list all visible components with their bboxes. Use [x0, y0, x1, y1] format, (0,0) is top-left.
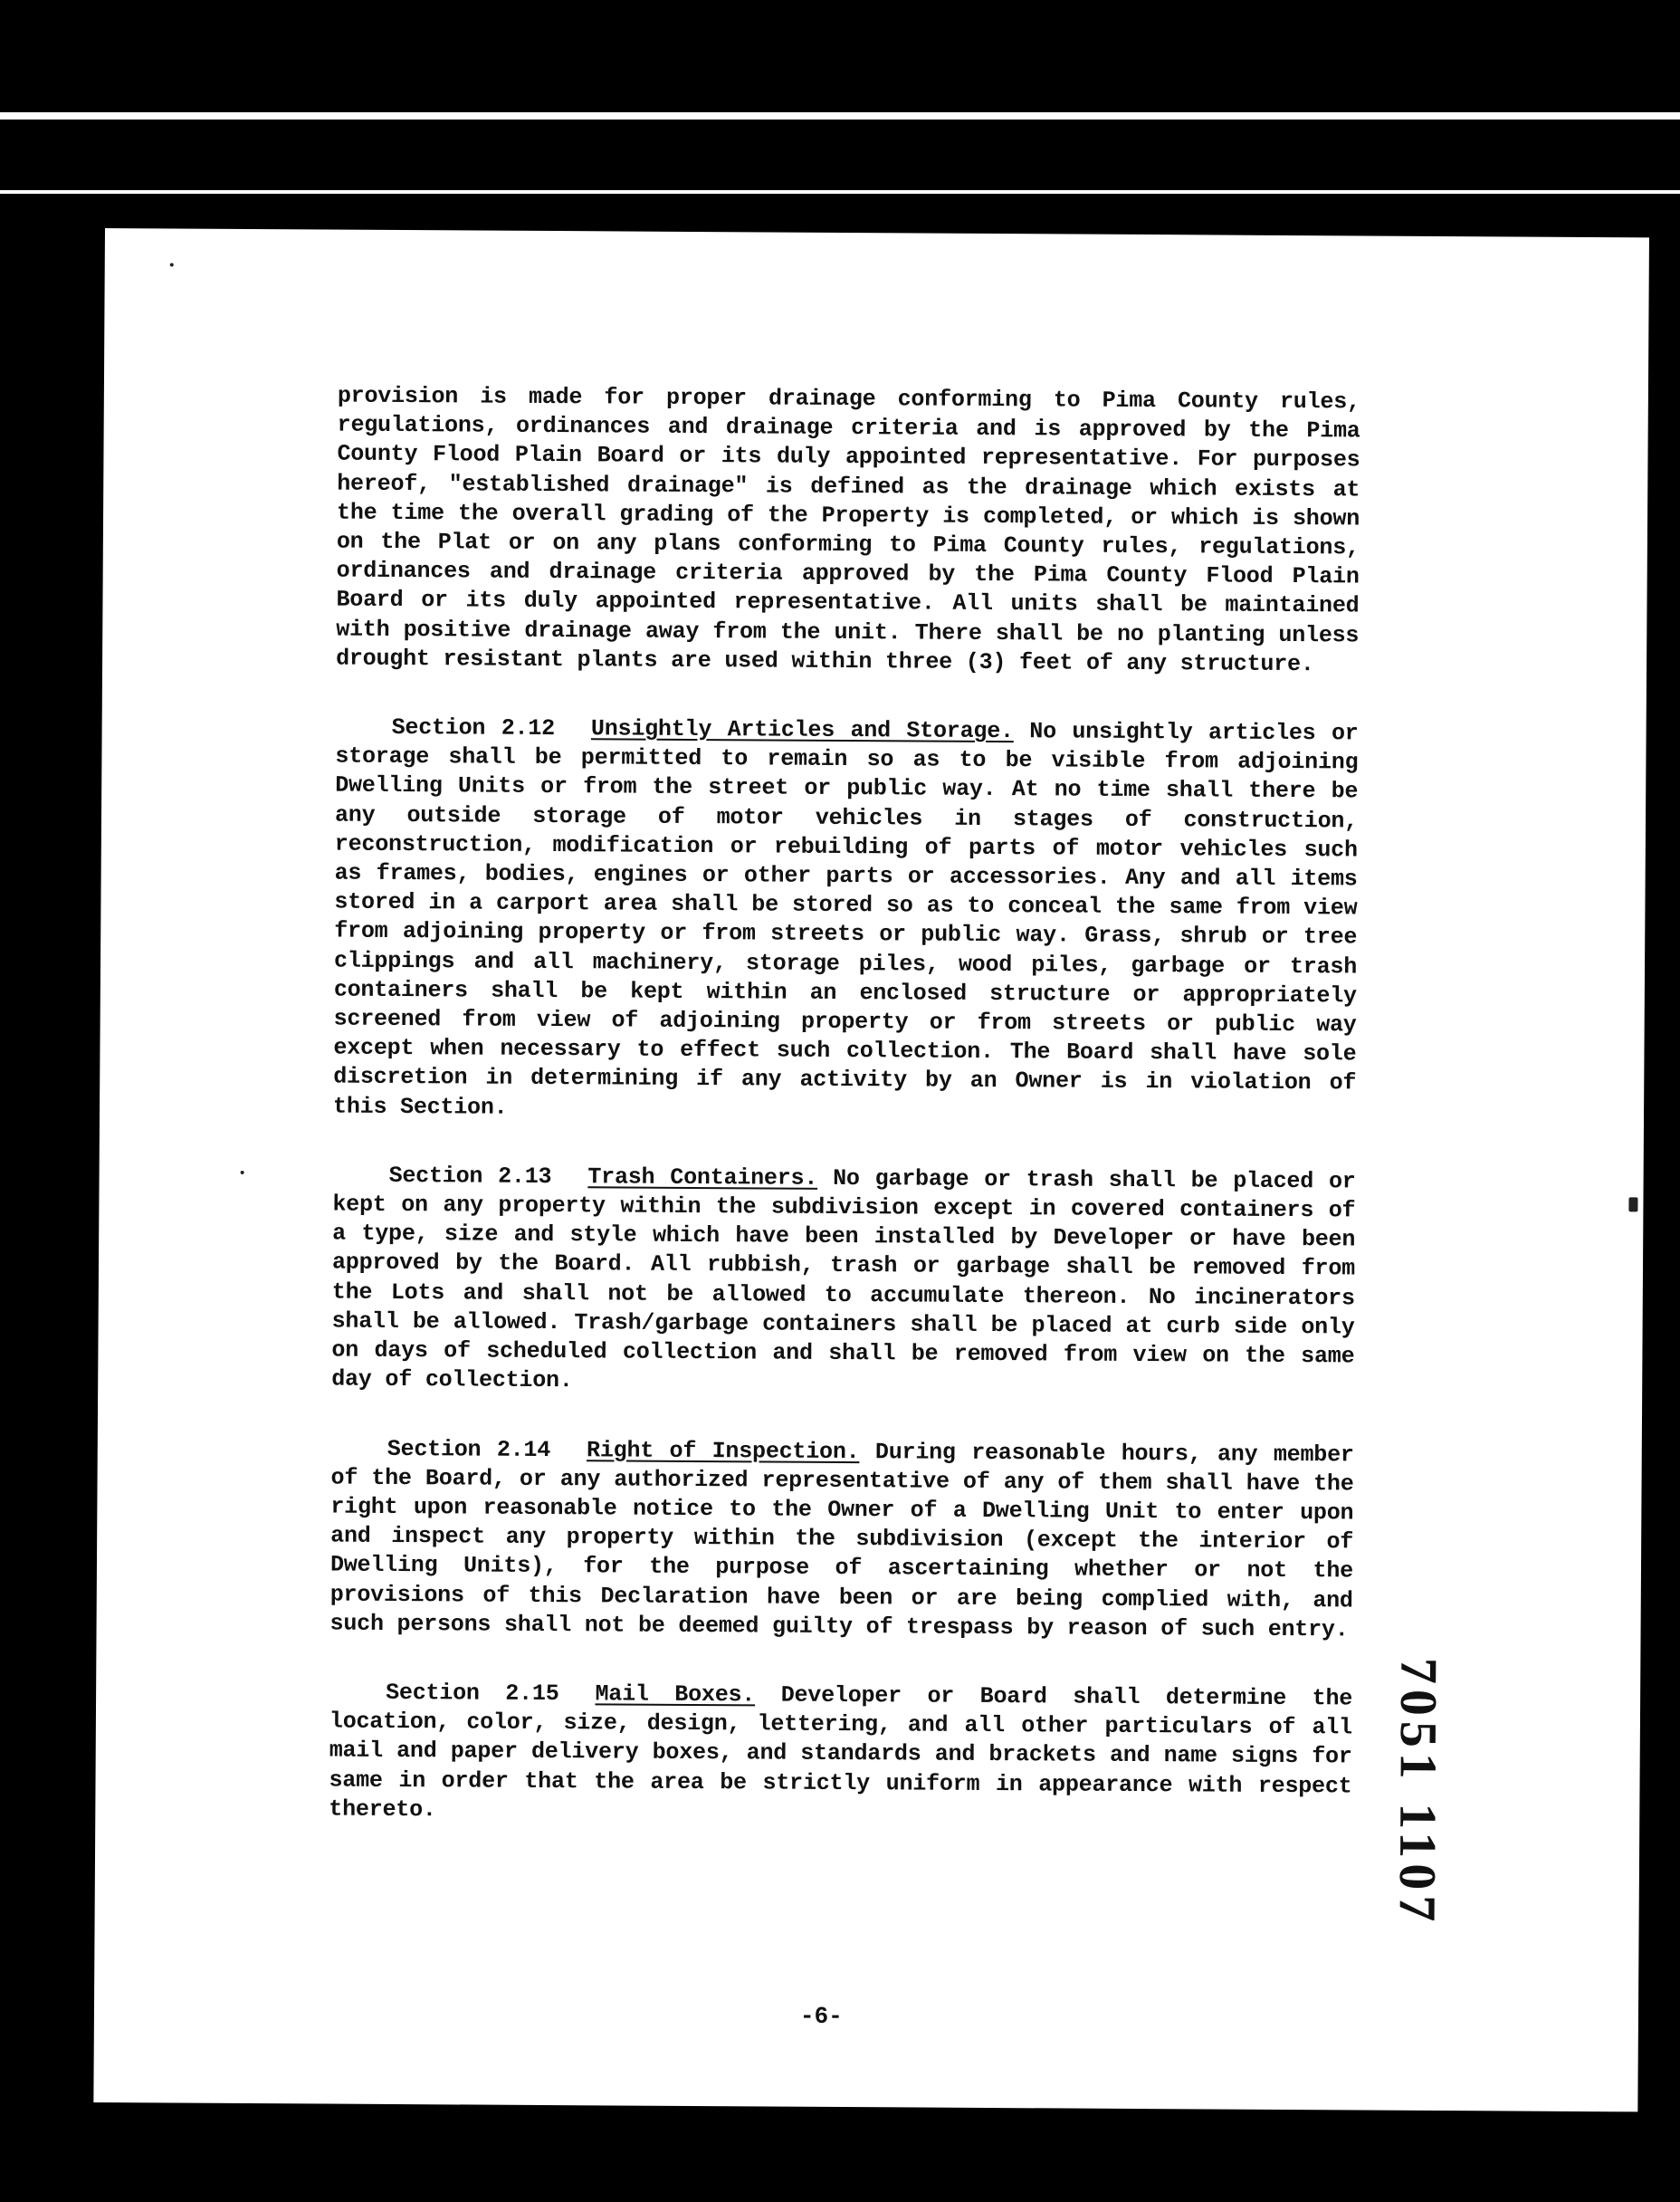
document-page [93, 228, 1649, 2111]
section-number: Section 2.13 [388, 1162, 552, 1190]
section-number: Section 2.12 [391, 713, 556, 742]
section-heading: Trash Containers. [587, 1163, 818, 1192]
document-body [329, 382, 1360, 1871]
section-text: No unsightly articles or storage shall be permitted to remain so as to be visible from adjoining Dwelling Units or from the street or public way. At no time shall there be any outside storage of motor vehicles in stages of construction, reconstruction, modification or rebuilding of parts of motor vehicles such as frames, bodies, engines or other parts or accessories. Any and all items stored in a carport area shall be stored so as to conceal the same from view from adjoining property or from streets or public way. Grass, shrub or tree clippings and all machinery, storage piles, wood piles, garbage or trash containers shall be kept within an enclosed structure or appropriately screened from view of adjoining property or from streets or public way except when necessary to effect such collection. The Board shall have sole discretion in determining if any activity by an Owner is in violation of this Section. [332, 718, 1359, 1121]
section-heading: Unsightly Articles and Storage. [590, 715, 1014, 745]
intro-paragraph-text: provision is made for proper drainage conforming to Pima County rules, regulations, ordinances and drainage criteria and is approved by the Pima County Flood Plain Board or its duly appointed representative. For purposes hereof, "established drainage" is defined as the drainage which exists at the time the overall grading of the Property is completed, or which is shown on the Plat or on any plans conforming to Pima County rules, regulations, ordinances and drainage criteria approved by the Pima County Flood Plain Board or its duly appointed representative. All units shall be maintained with positive drainage away from the unit. There shall be no planting unless drought resistant plants are used within three (3) feet of any structure. [336, 382, 1360, 677]
section-2-12 [333, 713, 1359, 1128]
section-2-13 [331, 1161, 1356, 1401]
section-number: Section 2.15 [386, 1679, 559, 1708]
section-number: Section 2.14 [387, 1435, 551, 1463]
section-text: Developer or Board shall determine the location, color, size, design, lettering, and all other particulars of all mail and paper delivery boxes, and standards and brackets and name signs for same in order that the area be strictly uniform in appearance with respect thereto. [329, 1681, 1353, 1824]
intro-paragraph [336, 382, 1360, 680]
recording-stamp: 7051 1107 [1388, 1657, 1449, 1928]
section-text: During reasonable hours, any member of the Board, or any authorized representative of any of them shall have the right upon reasonable notice to the Owner of a Dwelling Unit to enter upon and inspect any property within the subdivision (except the interior of Dwelling Units), for the purpose of ascertaining whether or not the provisions of this Declaration have been or are being complied with, and such persons shall not be deemed guilty of trespass by reason of such entry. [329, 1438, 1354, 1643]
scan-speck [241, 1171, 244, 1174]
section-2-14 [329, 1434, 1353, 1644]
page-number: -6- [799, 2002, 843, 2031]
section-2-15 [329, 1678, 1352, 1830]
section-text: No garbage or trash shall be placed or kept on any property within the subdivision except in covered containers of a type, size and style which have been installed by Developer or have been approved by the Board. All rubbish, trash or garbage shall be removed from the Lots and shall not be allowed to accumulate thereon. No incinerators shall be allowed. Trash/garbage containers shall be placed at curb side only on days of scheduled collection and shall be removed from view on the same day of collection. [331, 1164, 1356, 1394]
section-heading: Right of Inspection. [586, 1436, 860, 1465]
section-heading: Mail Boxes. [595, 1680, 756, 1709]
scan-speck [170, 263, 174, 266]
scan-speck [1628, 1197, 1637, 1211]
scan-top-rule-inner [0, 120, 1680, 190]
